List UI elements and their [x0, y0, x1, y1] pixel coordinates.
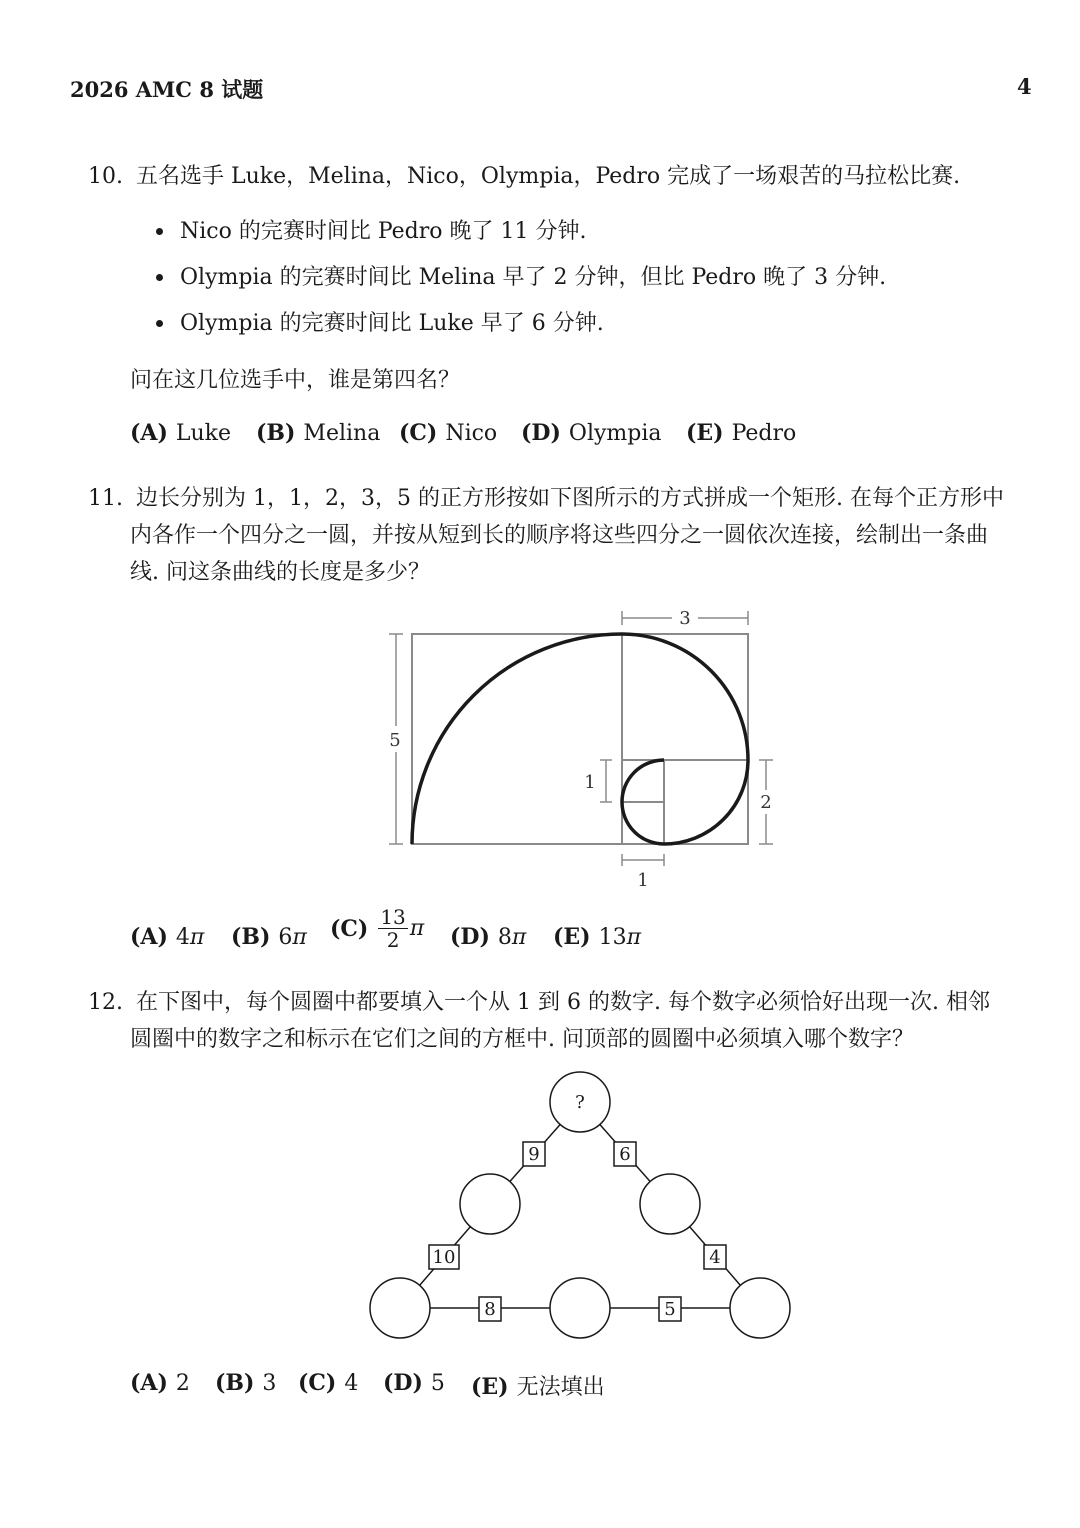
- choice-a[interactable]: [130, 420, 231, 446]
- circle-bottom-middle[interactable]: [550, 1278, 610, 1338]
- pi-symbol: π: [189, 925, 205, 950]
- top-circle-question-mark: ?: [575, 1092, 585, 1113]
- choice-label: (E): [471, 1374, 509, 1400]
- choice-value: 8: [497, 925, 512, 950]
- circle-middle-left[interactable]: [460, 1174, 520, 1234]
- question-number: 10.: [88, 164, 123, 189]
- label-right: 2: [760, 792, 772, 813]
- bullet-icon: [156, 274, 163, 281]
- question-prompt: 问在这几位选手中，谁是第四名？: [130, 368, 461, 393]
- choice-label: (D): [450, 924, 490, 950]
- sum-value: 4: [709, 1247, 721, 1268]
- question-stem-line: 在下图中，每个圆圈中都要填入一个从 1 到 6 的数字. 每个数字必须恰好出现一次. 相邻: [136, 990, 990, 1015]
- choice-label: (D): [521, 420, 561, 446]
- choice-text: Pedro: [731, 421, 797, 446]
- question-stem: 五名选手 Luke，Melina，Nico，Olympia，Pedro 完成了一场艰苦的马拉松比赛.: [136, 164, 961, 189]
- question-stem-line: 圆圈中的数字之和标示在它们之间的方框中. 问顶部的圆圈中必须填入哪个数字？: [130, 1027, 914, 1052]
- choice-c[interactable]: [399, 420, 497, 446]
- choice-label: (B): [215, 1370, 255, 1396]
- choice-label: (A): [130, 1370, 168, 1396]
- choice-b[interactable]: [215, 1370, 276, 1396]
- label-left: 5: [389, 730, 401, 751]
- choice-b[interactable]: [231, 924, 307, 950]
- choice-b[interactable]: [256, 420, 380, 446]
- choice-e[interactable]: [686, 420, 796, 446]
- fraction-denominator: 2: [386, 928, 400, 952]
- choice-text: 2: [175, 1371, 190, 1396]
- choice-a[interactable]: [130, 1370, 190, 1396]
- bullet-icon: [156, 228, 163, 235]
- choice-label: (E): [553, 924, 591, 950]
- choice-text: 5: [430, 1371, 445, 1396]
- page-number: 4: [1017, 74, 1032, 99]
- choice-text: 4: [344, 1371, 359, 1396]
- sum-value: 10: [432, 1247, 456, 1268]
- pi-symbol: π: [626, 925, 642, 950]
- sum-value: 9: [528, 1144, 540, 1165]
- choice-e[interactable]: [553, 924, 641, 950]
- circle-middle-right[interactable]: [640, 1174, 700, 1234]
- choice-a[interactable]: [130, 924, 204, 950]
- spiral-figure: [380, 600, 800, 900]
- question-number: 12.: [88, 990, 123, 1015]
- circle-bottom-left[interactable]: [370, 1278, 430, 1338]
- fraction-numerator: 13: [380, 905, 406, 929]
- label-small: 1: [584, 772, 596, 793]
- question-stem-line: 内各作一个四分之一圆，并按从短到长的顺序将这些四分之一圆依次连接，绘制出一条曲: [130, 523, 989, 548]
- pi-symbol: π: [292, 925, 307, 950]
- clue-item: Olympia 的完赛时间比 Luke 早了 6 分钟.: [180, 311, 604, 336]
- choice-value: 13: [598, 925, 627, 950]
- circle-bottom-right[interactable]: [730, 1278, 790, 1338]
- question-stem-line: 边长分别为 1，1，2，3，5 的正方形按如下图所示的方式拼成一个矩形. 在每个正方形中: [136, 486, 1004, 511]
- choice-c[interactable]: [330, 906, 424, 951]
- choice-text: 无法填出: [516, 1375, 605, 1400]
- bullet-icon: [156, 320, 163, 327]
- choice-label: (B): [231, 924, 271, 950]
- label-top: 3: [679, 608, 691, 629]
- fraction: [378, 906, 407, 951]
- clue-item: Nico 的完赛时间比 Pedro 晚了 11 分钟.: [180, 219, 587, 244]
- choice-text: Olympia: [568, 421, 662, 446]
- choice-label: (A): [130, 420, 168, 446]
- choice-value: 6: [278, 925, 293, 950]
- triangle-figure: [360, 1066, 800, 1350]
- sum-value: 5: [664, 1299, 676, 1320]
- choice-e[interactable]: [471, 1370, 605, 1401]
- choice-text: 3: [262, 1371, 277, 1396]
- connector-lines: [400, 1102, 760, 1308]
- choice-text: Nico: [445, 421, 498, 446]
- choice-label: (C): [298, 1370, 337, 1396]
- sum-value: 8: [484, 1299, 496, 1320]
- page-title: 2026 AMC 8 试题: [70, 77, 264, 102]
- choice-d[interactable]: [521, 420, 662, 446]
- sum-value: 6: [619, 1144, 631, 1165]
- pi-symbol: π: [511, 925, 527, 950]
- spiral-curve: [412, 634, 748, 844]
- question-number: 11.: [88, 486, 123, 511]
- outer-rectangle: [412, 634, 748, 844]
- choice-c[interactable]: [298, 1370, 358, 1396]
- choice-label: (A): [130, 924, 168, 950]
- choice-label: (D): [383, 1370, 423, 1396]
- clue-item: Olympia 的完赛时间比 Melina 早了 2 分钟，但比 Pedro 晚了 3 分钟.: [180, 265, 887, 290]
- choice-label: (C): [399, 420, 438, 446]
- dimension-bottom: [622, 854, 664, 866]
- choice-text: Luke: [175, 421, 232, 446]
- choice-value: 4: [175, 925, 190, 950]
- choice-d[interactable]: [450, 924, 526, 950]
- question-stem-line: 线. 问这条曲线的长度是多少？: [130, 560, 430, 585]
- pi-symbol: π: [409, 916, 425, 941]
- choice-text: Melina: [303, 421, 381, 446]
- choice-label: (B): [256, 420, 296, 446]
- dimension-small: [600, 760, 612, 802]
- choice-d[interactable]: [383, 1370, 445, 1396]
- label-bottom: 1: [637, 870, 649, 891]
- choice-label: (C): [330, 915, 369, 942]
- choice-label: (E): [686, 420, 724, 446]
